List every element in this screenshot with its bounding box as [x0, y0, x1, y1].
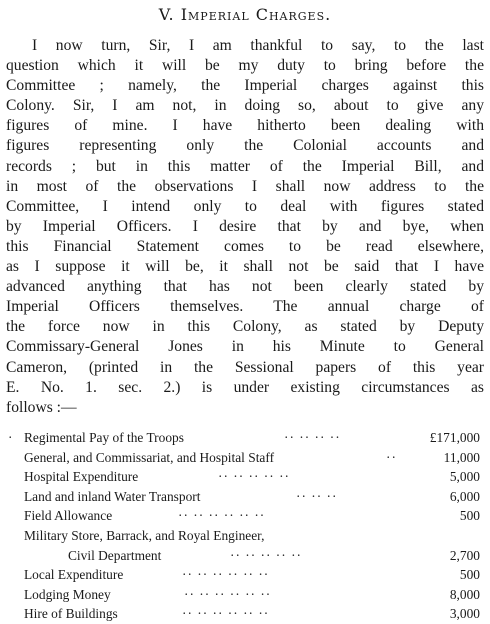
dot-leaders: ·· ·· ·· ·· [284, 430, 341, 445]
paragraph-line: Cameron, (printed in the Sessional papers of this year [6, 358, 484, 376]
paragraph-line: by Imperial Officers. I desire that by and bye, when [6, 217, 484, 235]
charge-amount: 2,700 [449, 547, 480, 563]
dot-leaders: ·· ·· ·· [296, 488, 338, 504]
dot-leaders: ·· ·· ·· ·· ·· ·· [182, 567, 270, 583]
paragraph-line: Committee ; namely, the Imperial charges against this [6, 77, 484, 95]
charge-amount: 500 [459, 508, 480, 524]
dot-leaders: ·· ·· ·· ·· ·· [230, 547, 302, 563]
charge-amount: £171,000 [429, 430, 480, 445]
paragraph-line: the force now in this Colony, as stated by Deputy [6, 318, 484, 336]
charge-item: Local Expenditure [24, 567, 124, 583]
charge-row [6, 526, 484, 546]
paragraph-line: Colony. Sir, I am not, in doing so, about to give any [6, 97, 484, 115]
charge-item: General, and Commissariat, and Hospital Staff [24, 449, 275, 465]
charge-row [6, 546, 484, 566]
charge-item: Regimental Pay of the Troops [24, 430, 184, 445]
dot-leaders: ·· [386, 449, 397, 465]
paragraph-line: I now turn, Sir, I am thankful to say, to the last [32, 37, 484, 54]
charge-item: Field Allowance [24, 508, 113, 524]
section-heading: V. Imperial Charges. [158, 5, 332, 24]
charge-amount: 5,000 [449, 469, 480, 485]
charge-amount: 6,000 [449, 488, 480, 504]
paragraph-line: in most of the observations I shall now address to the [6, 177, 484, 195]
bullet-mark: · [8, 430, 13, 445]
charge-amount: 8,000 [449, 586, 480, 602]
body-paragraph [6, 36, 484, 418]
paragraph-line: figures of mine. I have hitherto been dealing with [6, 117, 484, 135]
dot-leaders: ·· ·· ·· ·· ·· ·· [178, 508, 266, 524]
charge-item: Lodging Money [24, 586, 111, 602]
dot-leaders: ·· ·· ·· ·· ·· ·· [184, 586, 272, 602]
charge-row [6, 487, 484, 507]
paragraph-line: records ; but in this matter of the Imperial Bill, and [6, 157, 484, 175]
paragraph-line: figures representing only the Colonial accounts and [6, 137, 484, 155]
dot-leaders: ·· ·· ·· ·· ·· [218, 469, 290, 485]
paragraph-line: advanced anything that has not been clearly stated by [6, 278, 484, 296]
dot-leaders: ·· ·· ·· ·· ·· ·· [182, 606, 270, 622]
paragraph-line: Committee, I intend only to deal with figures stated [6, 197, 484, 215]
paragraph-line: Imperial Officers themselves. The annual charge of [6, 298, 484, 316]
charge-row [6, 585, 484, 605]
charge-row [6, 467, 484, 487]
paragraph-line: this Financial Statement comes to be read elsewhere, [6, 237, 484, 255]
paragraph-line: question which it will be my duty to bring before the [6, 57, 484, 75]
charge-amount: 11,000 [443, 449, 480, 465]
charge-row [6, 448, 484, 468]
charge-row [6, 565, 484, 585]
paragraph-line: follows :— [6, 398, 77, 416]
paragraph-line: E. No. 1. sec. 2.) is under existing circumstances as [6, 378, 484, 396]
charge-amount: 3,000 [449, 606, 480, 622]
charge-amount: 500 [459, 567, 480, 583]
charge-item: Civil Department [68, 547, 162, 563]
charge-item: Military Store, Barrack, and Royal Engineer, [24, 527, 265, 543]
charge-row [6, 428, 484, 448]
paragraph-line: as I suppose it will be, it shall not be said that I have [6, 258, 484, 276]
paragraph-line: Commissary-General Jones in his Minute to General [6, 338, 484, 356]
charge-row [6, 604, 484, 624]
charges-table [6, 428, 484, 624]
charge-item: Hospital Expenditure [24, 469, 139, 485]
charge-item: Land and inland Water Transport [24, 488, 201, 504]
charge-row [6, 506, 484, 526]
charge-item: Hire of Buildings [24, 606, 118, 622]
